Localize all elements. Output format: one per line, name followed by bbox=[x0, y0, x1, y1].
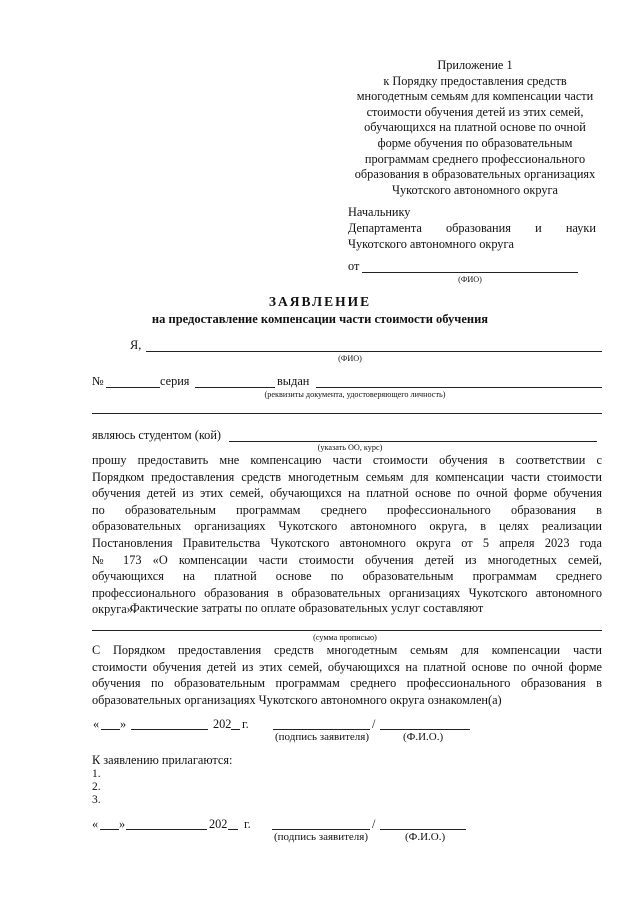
addressee-word: Департамента bbox=[348, 221, 422, 235]
attachment-item: 3. bbox=[92, 794, 101, 806]
attachment-item: 1. bbox=[92, 768, 101, 780]
addressee-word: и bbox=[535, 221, 542, 235]
signature-fio-hint: (Ф.И.О.) bbox=[405, 831, 446, 843]
doc-issued-field[interactable] bbox=[316, 387, 602, 388]
annex-line: Приложение 1 bbox=[437, 58, 513, 72]
annex-line: образования в образовательных организациях bbox=[354, 167, 596, 182]
annex-line: форме обучения по образовательным bbox=[377, 135, 573, 150]
request-line: Постановления Правительства Чукотского автономного округа от 5 апреля 2023 года bbox=[92, 535, 602, 550]
annex-line: обучающихся на платной основе по очной bbox=[364, 120, 586, 135]
annex-line: многодетным семьям для компенсации части bbox=[356, 89, 594, 104]
from-label: от bbox=[348, 259, 360, 273]
addressee-department bbox=[348, 221, 596, 237]
request-paragraph bbox=[92, 452, 602, 618]
doc-issued-field-continued[interactable] bbox=[92, 413, 602, 414]
doc-series-label: серия bbox=[160, 374, 190, 388]
document-subtitle: на предоставление компенсации части стоимости обучения bbox=[151, 312, 489, 326]
addressee-title: Начальнику bbox=[348, 205, 411, 219]
school-field[interactable] bbox=[229, 441, 597, 442]
request-line: обучения детей из этих семей, обучающихся на платной основе по очной форме обучения bbox=[92, 486, 602, 501]
from-fio-hint: (ФИО) bbox=[458, 275, 482, 284]
acquaint-line: обучения по образовательным программам среднего профессионального образования в bbox=[92, 676, 602, 691]
attachments-heading: К заявлению прилагаются: bbox=[92, 753, 233, 767]
signature-hint: (подпись заявителя) bbox=[274, 831, 369, 843]
request-line: № 173 «О компенсации части стоимости обучения детей из многодетных семей, bbox=[92, 552, 602, 567]
doc-series-field[interactable] bbox=[195, 387, 275, 388]
doc-issued-label: выдан bbox=[277, 374, 310, 388]
request-line: обучающихся на платной основе по образовательным программам среднего bbox=[92, 569, 602, 584]
addressee-word: образования bbox=[446, 221, 511, 235]
date-quote-open: « bbox=[92, 817, 99, 831]
request-line: образовательных организациях Чукотского автономного округа, в целях реализации bbox=[92, 519, 602, 534]
attachment-item: 2. bbox=[92, 781, 101, 793]
date-month-field[interactable] bbox=[126, 829, 207, 830]
request-line: профессионального образования в образовательных организациях Чукотского автономного bbox=[92, 585, 602, 600]
date-month-field[interactable] bbox=[131, 729, 208, 730]
doc-number-label: № bbox=[92, 374, 104, 388]
date-quote-open: « bbox=[93, 717, 100, 731]
from-fio-field[interactable] bbox=[362, 272, 578, 273]
doc-number-field[interactable] bbox=[106, 387, 160, 388]
annex-line: стоимости обучения детей из этих семей, bbox=[366, 104, 584, 119]
acquaint-paragraph bbox=[92, 642, 602, 708]
date-year-field[interactable] bbox=[231, 729, 240, 730]
annex-line: программам среднего профессионального bbox=[364, 151, 586, 166]
doc-hint: (реквизиты документа, удостоверяющего личность) bbox=[264, 390, 446, 399]
date-day-field[interactable] bbox=[100, 829, 119, 830]
annex-header bbox=[335, 58, 615, 198]
date-year-suffix: г. bbox=[244, 817, 251, 831]
ya-label: Я, bbox=[130, 338, 142, 352]
request-line: Порядком предоставления средств многодетным семьям для компенсации части стоимости bbox=[92, 469, 602, 484]
costs-line: Фактические затраты по оплате образовательных услуг составляют bbox=[130, 601, 484, 615]
annex-line: к Порядку предоставления средств bbox=[383, 73, 567, 88]
addressee-region: Чукотского автономного округа bbox=[348, 237, 514, 251]
document-title: ЗАЯВЛЕНИЕ bbox=[268, 294, 372, 309]
applicant-fio-hint: (ФИО) bbox=[338, 354, 362, 363]
signature-fio-hint: (Ф.И.О.) bbox=[403, 731, 444, 743]
acquaint-line: С Порядком предоставления средств многодетным семьям для компенсации части bbox=[92, 643, 602, 657]
student-label: являюсь студентом (кой) bbox=[92, 428, 222, 442]
school-hint: (указать ОО, курс) bbox=[317, 443, 383, 452]
date-year: 202 bbox=[209, 817, 228, 831]
date-day-field[interactable] bbox=[101, 729, 120, 730]
request-line: по образовательным программам среднего профессионального образования в bbox=[92, 502, 602, 517]
annex-line: Чукотского автономного округа bbox=[392, 182, 558, 197]
signature-slash: / bbox=[372, 717, 376, 731]
request-line: округа». bbox=[92, 602, 136, 617]
addressee-word: науки bbox=[565, 221, 596, 235]
sum-field[interactable] bbox=[92, 630, 602, 631]
date-quote-close: » bbox=[119, 817, 126, 831]
date-year-field[interactable] bbox=[228, 829, 238, 830]
applicant-fio-field[interactable] bbox=[146, 351, 602, 352]
acquaint-line: стоимости обучения детей из этих семей, обучающихся на платной основе по очной форме bbox=[92, 659, 602, 674]
signature-hint: (подпись заявителя) bbox=[275, 731, 370, 743]
date-year-suffix: г. bbox=[242, 717, 249, 731]
date-year: 202 bbox=[213, 717, 232, 731]
date-quote-close: » bbox=[120, 717, 127, 731]
signature-slash: / bbox=[372, 817, 376, 831]
acquaint-line: образовательных организациях Чукотского автономного округа ознакомлен(а) bbox=[92, 692, 502, 707]
sum-hint: (сумма прописью) bbox=[313, 633, 377, 642]
request-line: прошу предоставить мне компенсацию части стоимости обучения в соответствии с bbox=[92, 453, 602, 467]
